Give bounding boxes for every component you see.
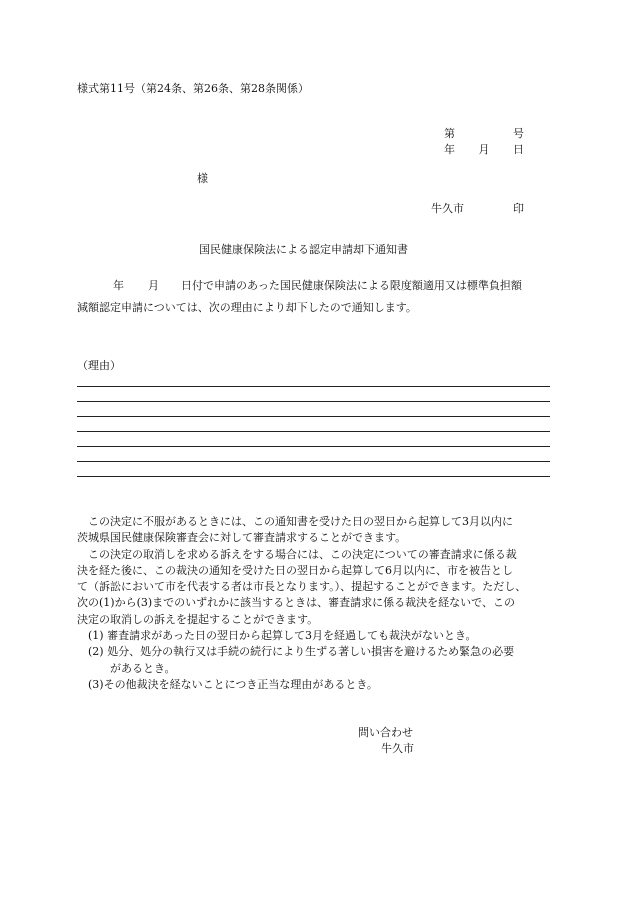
appeal-line: 決を経た後に、この裁決の通知を受けた日の翌日から起算して6月以内に、市を被告とし <box>77 563 513 577</box>
reason-line <box>77 476 550 477</box>
notice-line-1 <box>77 280 522 291</box>
contact-label: 問い合わせ <box>358 726 413 739</box>
appeal-notice <box>77 514 557 693</box>
issue-date-line <box>444 144 524 155</box>
notice-line-2: 減額認定申請については、次の理由により却下したので通知します。 <box>77 301 417 314</box>
doc-number-prefix: 第 <box>444 127 455 140</box>
document-number-line <box>444 128 524 139</box>
appeal-line: この決定の取消しを求める訴えをする場合には、この決定についての審査請求に係る裁 <box>88 547 517 561</box>
contact-name: 牛久市 <box>381 742 414 755</box>
form-number: 様式第11号（第24条、第26条、第28条関係） <box>77 82 309 95</box>
issuer-line <box>431 203 524 214</box>
notice-month: 月 <box>148 279 159 292</box>
reason-line <box>77 401 550 402</box>
appeal-item-1: (1) 審査請求があった日の翌日から起算して3月を経過しても裁決がないとき。 <box>88 629 477 643</box>
reason-line <box>77 416 550 417</box>
appeal-item-2: (2) 処分、処分の執行又は手続の続行により生ずる著しい損害を避けるため緊急の必要 <box>88 645 515 659</box>
appeal-item-3: (3)その他裁決を経ないことにつき正当な理由があるとき。 <box>88 677 378 691</box>
appeal-line: 茨城県国民健康保険審査会に対して審査請求することができます。 <box>77 531 407 545</box>
appeal-item-2-continued: があるとき。 <box>110 661 176 675</box>
reason-label: （理由） <box>77 359 121 372</box>
notice-line-1-text: 日付で申請のあった国民健康保険法による限度額適用又は標準負担額 <box>181 279 522 292</box>
appeal-line: 決定の取消しの訴えを提起することができます。 <box>77 612 319 626</box>
reason-line <box>77 461 550 462</box>
notice-year: 年 <box>113 279 124 292</box>
date-day: 日 <box>513 143 524 156</box>
appeal-line: この決定に不服があるときには、この通知書を受けた日の翌日から起算して3月以内に <box>88 515 513 528</box>
doc-number-suffix: 号 <box>513 127 524 140</box>
date-year: 年 <box>444 143 455 156</box>
appeal-line: て（訴訟において市を代表する者は市長となります。）、提起することができます。ただし、 <box>77 580 527 594</box>
date-month: 月 <box>478 143 490 156</box>
issuer-seal: 印 <box>513 202 524 215</box>
reason-line <box>77 446 550 447</box>
reason-line <box>77 386 550 387</box>
addressee-honorific: 様 <box>197 172 208 185</box>
appeal-line: 次の(1)から(3)までのいずれかに該当するときは、審査請求に係る裁決を経ないで、この <box>77 596 515 610</box>
reason-line <box>77 431 550 432</box>
document-title: 国民健康保険法による認定申請却下通知書 <box>199 243 408 256</box>
issuer-name: 牛久市 <box>431 202 464 215</box>
